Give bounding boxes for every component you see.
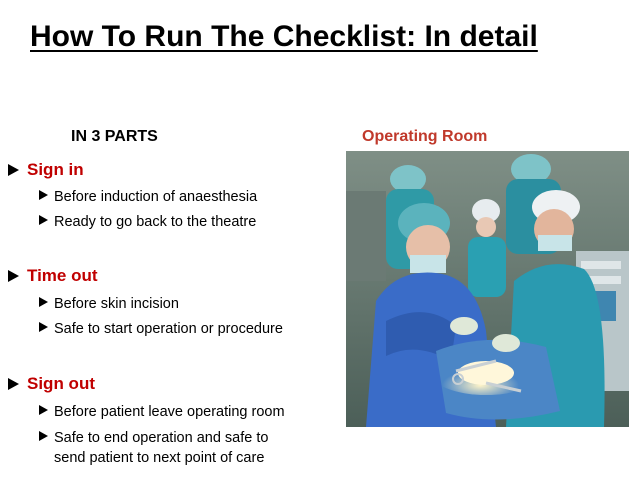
bullet-arrow-icon [39,405,48,415]
operating-room-photo [346,151,629,427]
section-label: Sign in [27,160,84,179]
section-time-out [8,266,98,286]
list-item [39,319,283,339]
list-item [39,294,179,314]
parts-label: IN 3 PARTS [71,128,158,145]
bullet-arrow-icon [39,190,48,200]
bullet-arrow-icon [8,378,19,390]
section-sign-out [8,374,95,394]
list-item-text: Ready to go back to the theatre [54,214,257,230]
section-sign-in [8,160,84,180]
section-label: Time out [27,266,98,285]
list-item-text: Before patient leave operating room [54,404,285,420]
bullet-arrow-icon [39,215,48,225]
list-item-line: Safe to end operation and safe to [54,430,269,446]
list-item-text [54,428,268,468]
bullet-arrow-icon [8,164,19,176]
bullet-arrow-icon [8,270,19,282]
slide-title: How To Run The Checklist: In detail [30,20,538,53]
section-label: Sign out [27,374,95,393]
photo-label: Operating Room [362,128,488,145]
list-item [39,402,285,422]
list-item-text: Before skin incision [54,296,179,312]
list-item-line: send patient to next point of care [54,450,265,466]
list-item-text: Safe to start operation or procedure [54,321,283,337]
list-item [39,212,256,232]
bullet-arrow-icon [39,431,48,441]
list-item-text: Before induction of anaesthesia [54,189,258,205]
bullet-arrow-icon [39,322,48,332]
bullet-arrow-icon [39,297,48,307]
list-item [39,187,257,207]
list-item [39,428,268,468]
